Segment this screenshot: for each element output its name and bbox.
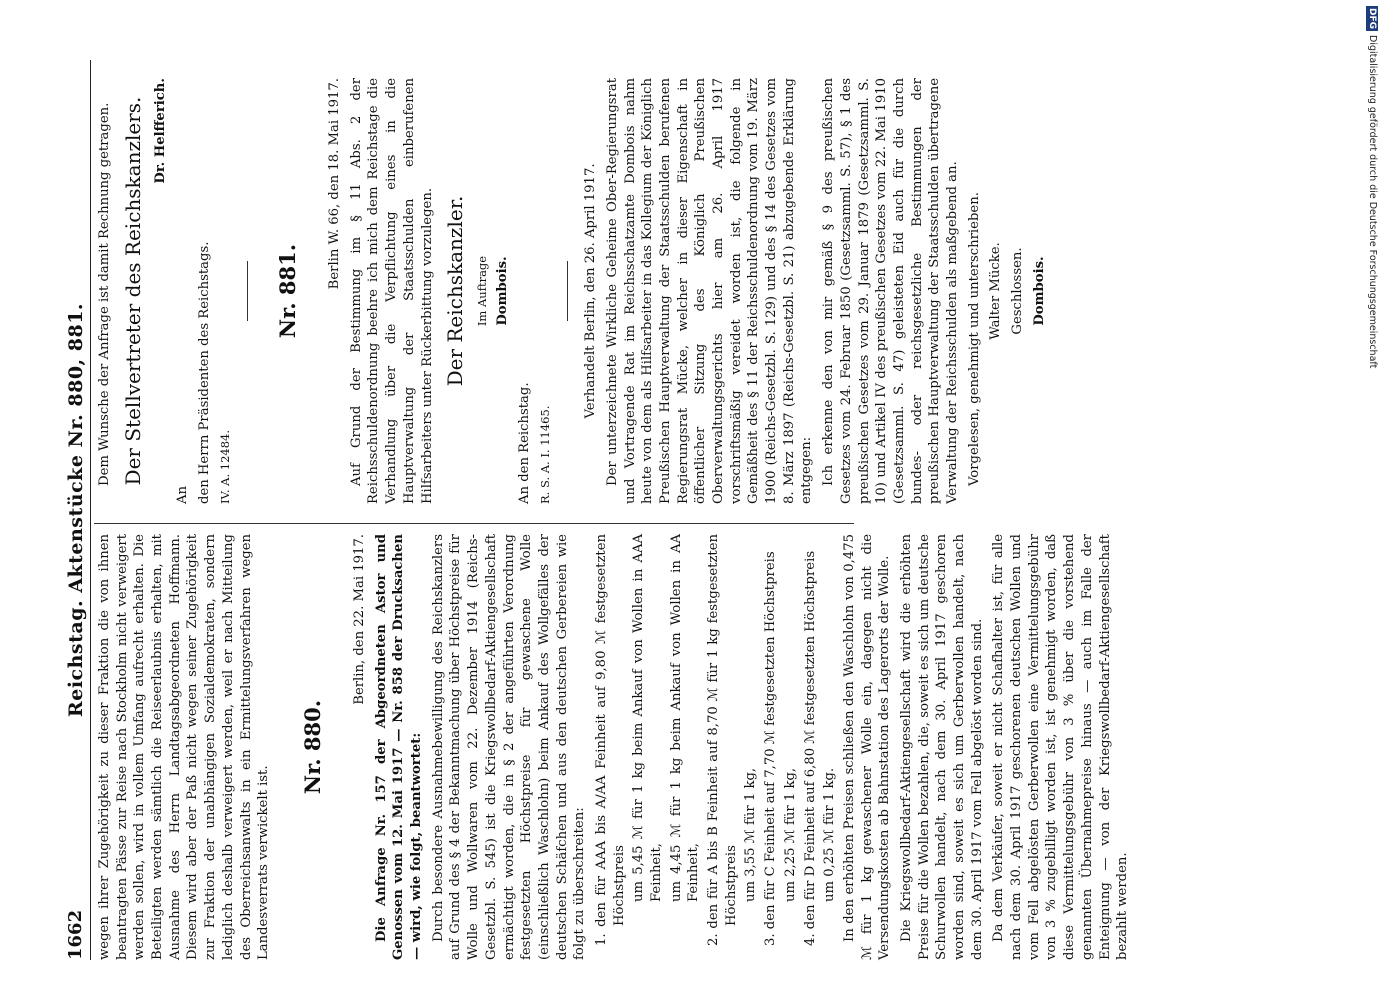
- intro-paragraph: wegen ihrer Zugehörigkeit zu dieser Fraktion die von ihnen beantragten Pässe zur Reise nach Stockholm nicht verweigert werden sollen, wird in vollem Umfang aufrecht erhalten. Die Beteiligten werden sämtlich die Reiseerlaubnis erhalten, mit Ausnahme des Herrn Landtagsabgeordneten Hoffmann. Diesem wird aber der Paß nicht wegen seiner Zugehörigkeit zur Fraktion der unabhängigen Sozialdemokraten, sondern lediglich deshalb verweigert werden, weil er nach Mitteilung des Oberreichsanwalts in ein Ermittelungsverfahren wegen Landesverrats verwickelt ist.: [97, 534, 272, 960]
- nr-880-heading: Nr. 880.: [299, 699, 325, 795]
- closing-paragraph: In den erhöhten Preisen schließen den Waschlohn von 0,475 ℳ für 1 kg gewaschener Wolle ein, dagegen nicht die Versendungskosten ab Bahnstation des Lagerorts der Wolle.: [841, 534, 893, 960]
- verhandelt-line: Verhandelt Berlin, den 26. April 1917.: [583, 163, 599, 419]
- list-item: um 2,25 ℳ für 1 kg,: [782, 767, 798, 902]
- file-reference: IV. A. 12484.: [217, 429, 232, 504]
- im-auftrage: Im Auftrage: [475, 255, 489, 327]
- separator-rule: [247, 261, 248, 321]
- dateline-881: Berlin W. 66, den 18. Mai 1917.: [327, 78, 343, 290]
- body-paragraph-881: Auf Grund der Bestimmung im § 11 Abs. 2 der Reichsschuldenordnung beehre ich mich dem Reichstage die Verhandlung über die Verpflichtung eines in die Hauptverwaltung der Staatsschulden einberufenen Hilfsarbeiters unter Rückerbittung vorzulegen.: [348, 78, 435, 504]
- closing-paragraph: Die Kriegswollbedarf-Aktiengesellschaft wird die erhöhten Preise für die Wollen bezahlen, die, soweit es sich um deutsche Schurwollen handelt, nach dem 30. April 1917 geschoren worden sind, soweit es sich um Gerberwollen handelt, nach dem 30. April 1917 vom Fell abgelöst worden sind.: [898, 534, 985, 960]
- column-divider: [94, 523, 854, 524]
- list-item: um 5,45 ℳ für 1 kg beim Ankauf von Wollen in AAA Feinheit,: [631, 534, 664, 902]
- recipient-line: An den Reichstag.: [517, 382, 533, 504]
- left-column: [96, 534, 1136, 960]
- separator-rule: [567, 261, 568, 321]
- anfrage-paragraph: Die Anfrage Nr. 157 der Abgeordneten Astor und Genossen vom 12. Mai 1917 — Nr. 858 der Drucksachen — wird, wie folgt, beantwortet:: [373, 534, 425, 960]
- chancellor-title: Der Reichskanzler.: [443, 195, 468, 387]
- right-column: [96, 78, 1052, 504]
- list-item: 3. den für C Feinheit auf 7,70 ℳ festgesetzten Höchstpreis: [763, 551, 779, 946]
- list-item: um 0,25 ℳ für 1 kg.: [822, 767, 838, 902]
- list-item: 1. den für AAA bis A/AA Feinheit auf 9,80 ℳ festgesetzten Höchstpreis: [593, 534, 627, 946]
- dfg-badge: DFG: [1367, 8, 1377, 30]
- list-item: 4. den für D Feinheit auf 6,80 ℳ festgesetzten Höchstpreis: [802, 550, 818, 946]
- body-paragraph-880: Durch besondere Ausnahmebewilligung des Reichskanzlers auf Grund des § 4 der Bekanntmachung über Höchstpreise für Wolle und Wollwaren vom 22. Dezember 1914 (Reichs-Gesetzbl. S. 545) ist die Kriegswollbedarf-Aktiengesellschaft ermächtigt worden, die in § 2 der angeführten Verordnung festgesetzten Höchstpreise für gewaschene Wolle (einschließlich Waschlohn) beim Ankauf des Wollgefälles der deutschen Schäfchen und aus den deutschen Gerbereien wie folgt zu überschreiten:: [430, 534, 588, 960]
- page-header: [64, 60, 91, 960]
- declaration-paragraph: Ich erkenne den von mir gemäß § 9 des preußischen Gesetzes vom 24. Februar 1850 (Gesetzsamml. S. 57), § 1 des preußischen Gesetzes vom 29. Januar 1879 (Gesetzsamml. S. 10) und Artikel IV des preußischen Gesetzes vom 22. Mai 1910 (Gesetzsamml. S. 47) geleisteten Eid auch für die durch bundes- oder reichsgesetzliche Bestimmungen der preußischen Hauptverwaltung der Staatsschulden übertragene Verwaltung der Reichsschulden als maßgebend an.: [821, 78, 960, 504]
- intro-paragraph-right: Dem Wunsche der Anfrage ist damit Rechnung getragen.: [97, 102, 112, 486]
- dateline-880: Berlin, den 22. Mai 1917.: [352, 534, 367, 705]
- recipient-line: An: [175, 485, 191, 504]
- nr-881-heading: Nr. 881.: [274, 243, 300, 339]
- file-reference: R. S. A. I. 11465.: [537, 405, 552, 504]
- list-item: um 4,45 ℳ für 1 kg beim Ankauf von Wollen in AA Feinheit,: [668, 534, 702, 902]
- approval-line: Vorgelesen, genehmigt und unterschrieben.: [966, 192, 982, 486]
- list-item: 2. den für A bis B Feinheit auf 8,70 ℳ für 1 kg festgesetzten Höchstpreis: [706, 534, 739, 946]
- closing-paragraph: Da dem Verkäufer, soweit er nicht Schafhalter ist, für alle nach dem 30. April 1917 geschorenen deutschen Wollen und vom Fell abgelösten Gerberwollen eine Vermittelungsgebühr von 3 % zugebilligt worden ist, ist genehmigt worden, daß diese Vermittelungsgebühr von 3 % über die vorstehend genannten Übernahmepreise hinaus — auch im Falle der Enteignung — von der Kriegswollbedarf-Aktiengesellschaft bezahlt werden.: [991, 534, 1131, 960]
- list-item: um 3,55 ℳ für 1 kg,: [743, 767, 759, 902]
- dfg-credit-text: Digitalisierung gefördert durch die Deutsche Forschungsgemeinschaft: [1367, 35, 1378, 369]
- recipient-line: den Herrn Präsidenten des Reichstags.: [196, 241, 212, 504]
- geschlossen-line: Geschlossen.: [1010, 247, 1025, 335]
- price-list: [593, 534, 839, 960]
- page-title: Reichstag. Aktenstücke Nr. 880, 881.: [65, 302, 87, 718]
- signer-name: Walter Mücke.: [988, 242, 1004, 340]
- signature-title: Der Stellvertreter des Reichskanzlers.: [120, 96, 145, 486]
- page-number: 1662: [65, 909, 86, 960]
- dfg-credit: [1362, 6, 1378, 736]
- signer-name: Dombois.: [1031, 256, 1047, 326]
- minutes-paragraph: Der unterzeichnete Wirkliche Geheime Ober-Regierungsrat und Vortragende Rat im Reichsschatzamte Dombois nahm heute von dem als Hilfsarbeiter in das Kollegium der Königlich Preußischen Hauptverwaltung der Staatsschulden berufenen Regierungsrat Mücke, welcher in dieser Eigenschaft in öffentlicher Sitzung des Königlich Preußischen Oberverwaltungsgerichts hier am 26. April 1917 vorschriftsmäßig vereidet worden ist, die folgende in Gemäßheit des § 11 der Reichsschuldenordnung vom 19. März 1900 (Reichs-Gesetzbl. S. 129) und des § 14 des Gesetzes vom 8. März 1897 (Reichs-Gesetzbl. S. 21) abzugebende Erklärung entgegen:: [604, 78, 815, 504]
- document-page: [40, 60, 1330, 960]
- chancellor-name: Dombois.: [495, 256, 511, 326]
- signature-name: Dr. Helfferich.: [153, 78, 169, 184]
